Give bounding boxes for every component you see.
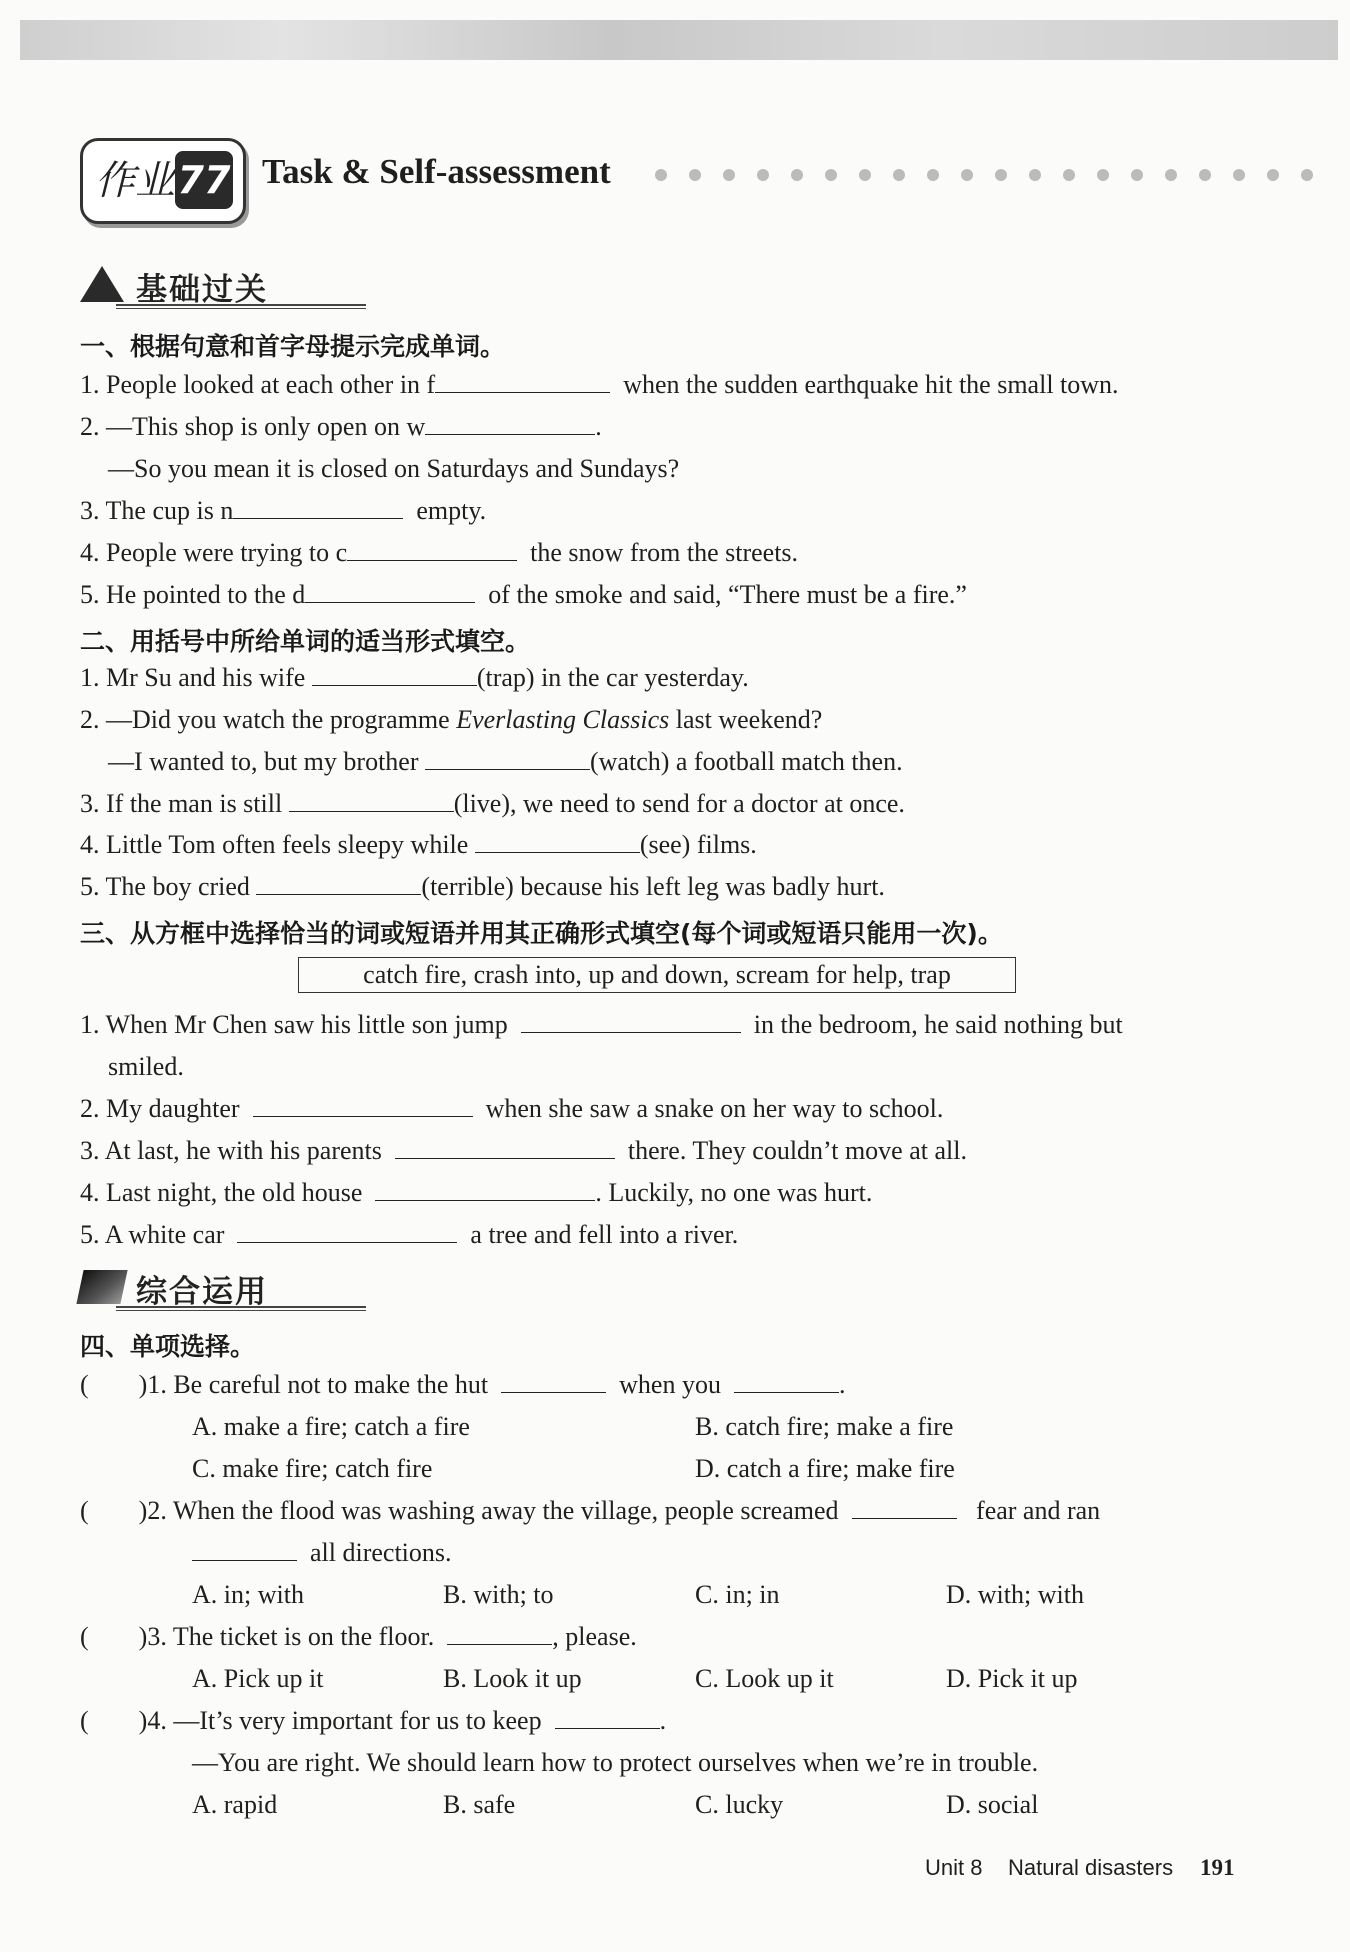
option-a[interactable]: A. in; with	[192, 1580, 304, 1609]
part2-item-2-reply: —I wanted to, but my brother (watch) a football match then.	[108, 747, 903, 776]
answer-blank[interactable]	[233, 496, 403, 519]
part2-heading: 二、用括号中所给单词的适当形式填空。	[80, 627, 531, 656]
title-dot-divider	[655, 168, 1335, 188]
mc-question-2: ( )2. When the flood was washing away the village, people screamed fear and ran	[80, 1496, 1101, 1525]
answer-bracket[interactable]	[89, 1497, 139, 1519]
mc-question-4: ( )4. —It’s very important for us to keep .	[80, 1706, 667, 1735]
option-c[interactable]: C. make fire; catch fire	[192, 1454, 433, 1483]
section-underline	[116, 304, 366, 309]
block-icon	[76, 1270, 127, 1304]
answer-blank[interactable]	[305, 580, 475, 603]
mc-question-1: ( )1. Be careful not to make the hut when you .	[80, 1370, 846, 1399]
option-d[interactable]: D. Pick it up	[946, 1664, 1078, 1693]
page-number: 191	[1200, 1855, 1235, 1880]
badge-number: 77	[175, 151, 233, 209]
part2-item-3: 3. If the man is still (live), we need to send for a doctor at once.	[80, 789, 905, 818]
answer-blank[interactable]	[425, 412, 595, 435]
section-title: 综合运用	[136, 1274, 268, 1310]
word-box: catch fire, crash into, up and down, scream for help, trap	[298, 957, 1016, 993]
answer-blank	[555, 1706, 660, 1729]
section-header-comprehensive	[80, 1264, 290, 1308]
part1-item-2-reply: —So you mean it is closed on Saturdays and Sundays?	[108, 454, 680, 483]
footer-unit: Unit 8	[925, 1855, 983, 1880]
answer-blank[interactable]	[347, 538, 517, 561]
mc-question-2-cont: all directions.	[192, 1538, 452, 1568]
part2-item-5: 5. The boy cried (terrible) because his left leg was badly hurt.	[80, 872, 885, 901]
part3-item-1-cont: smiled.	[108, 1052, 184, 1081]
option-b[interactable]: B. safe	[443, 1790, 516, 1819]
part2-item-2: 2. —Did you watch the programme Everlasting Classics last weekend?	[80, 705, 823, 734]
mc-question-4-reply: —You are right. We should learn how to protect ourselves when we’re in trouble.	[192, 1748, 1039, 1777]
part2-item-1: 1. Mr Su and his wife (trap) in the car yesterday.	[80, 663, 749, 692]
section-title: 基础过关	[136, 272, 268, 308]
answer-blank[interactable]	[521, 1010, 741, 1033]
answer-blank[interactable]	[289, 789, 454, 812]
part4-heading: 四、单项选择。	[80, 1332, 256, 1361]
answer-blank[interactable]	[237, 1220, 457, 1243]
answer-blank[interactable]	[435, 370, 610, 393]
answer-blank	[192, 1538, 297, 1561]
part3-item-1: 1. When Mr Chen saw his little son jump in the bedroom, he said nothing but	[80, 1010, 1123, 1039]
part3-item-4: 4. Last night, the old house . Luckily, no one was hurt.	[80, 1178, 873, 1207]
part1-heading: 一、根据句意和首字母提示完成单词。	[80, 332, 506, 361]
option-a[interactable]: A. make a fire; catch a fire	[192, 1412, 470, 1441]
part3-heading: 三、从方框中选择恰当的词或短语并用其正确形式填空(每个词或短语只能用一次)。	[80, 919, 1003, 948]
part1-item-3: 3. The cup is n empty.	[80, 496, 487, 525]
answer-bracket[interactable]	[89, 1371, 139, 1393]
option-b[interactable]: B. with; to	[443, 1580, 554, 1609]
option-d[interactable]: D. catch a fire; make fire	[695, 1454, 955, 1483]
answer-bracket[interactable]	[89, 1707, 139, 1729]
answer-blank	[734, 1370, 839, 1393]
answer-blank[interactable]	[375, 1178, 595, 1201]
section-underline	[116, 1306, 366, 1311]
answer-bracket[interactable]	[89, 1623, 139, 1645]
answer-blank[interactable]	[475, 830, 640, 853]
answer-blank	[447, 1622, 552, 1645]
part2-item-4: 4. Little Tom often feels sleepy while (see) films.	[80, 830, 757, 859]
option-c[interactable]: C. Look up it	[695, 1664, 834, 1693]
section-header-basic	[80, 262, 290, 306]
mc-question-3: ( )3. The ticket is on the floor. , please.	[80, 1622, 637, 1651]
part1-item-1: 1. People looked at each other in f when the sudden earthquake hit the small town.	[80, 370, 1119, 399]
part3-item-3: 3. At last, he with his parents there. They couldn’t move at all.	[80, 1136, 967, 1165]
part1-item-2: 2. —This shop is only open on w .	[80, 412, 602, 441]
option-c[interactable]: C. lucky	[695, 1790, 784, 1819]
answer-blank[interactable]	[395, 1136, 615, 1159]
answer-blank[interactable]	[256, 872, 421, 895]
option-d[interactable]: D. with; with	[946, 1580, 1084, 1609]
answer-blank[interactable]	[253, 1094, 473, 1117]
homework-badge	[80, 138, 246, 224]
option-b[interactable]: B. catch fire; make a fire	[695, 1412, 954, 1441]
top-scan-strip	[20, 20, 1338, 60]
option-c[interactable]: C. in; in	[695, 1580, 780, 1609]
page-title: Task & Self-assessment	[262, 152, 611, 191]
answer-blank[interactable]	[312, 663, 477, 686]
part1-item-4: 4. People were trying to c the snow from the streets.	[80, 538, 799, 567]
option-d[interactable]: D. social	[946, 1790, 1039, 1819]
part3-item-2: 2. My daughter when she saw a snake on her way to school.	[80, 1094, 944, 1123]
option-a[interactable]: A. rapid	[192, 1790, 278, 1819]
answer-blank	[501, 1370, 606, 1393]
part3-item-5: 5. A white car a tree and fell into a river.	[80, 1220, 739, 1249]
answer-blank	[852, 1496, 957, 1519]
part1-item-5: 5. He pointed to the d of the smoke and said, “There must be a fire.”	[80, 580, 967, 609]
option-a[interactable]: A. Pick up it	[192, 1664, 324, 1693]
option-b[interactable]: B. Look it up	[443, 1664, 582, 1693]
triangle-icon	[80, 266, 124, 302]
badge-label: 作业	[95, 158, 175, 204]
footer-topic: Natural disasters	[1008, 1855, 1174, 1880]
answer-blank[interactable]	[425, 747, 590, 770]
